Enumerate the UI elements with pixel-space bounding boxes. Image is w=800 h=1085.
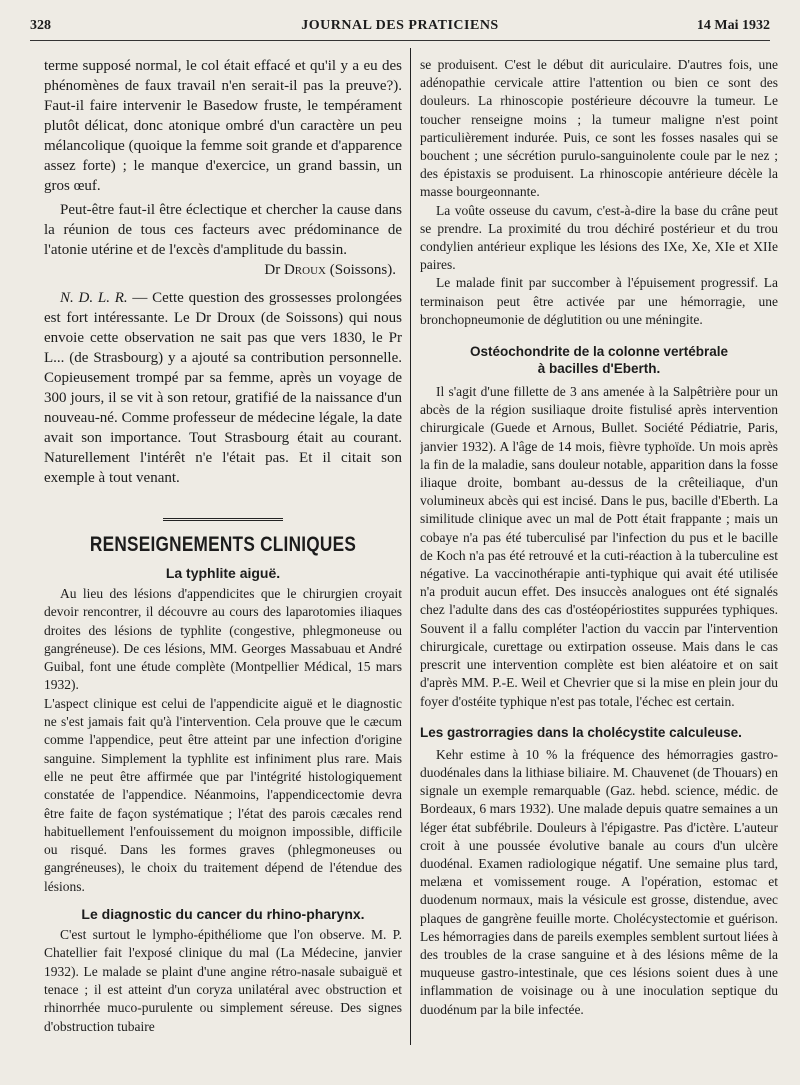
issue-date: 14 Mai 1932 [696,18,770,33]
paragraph: se produisent. C'est le début dit auriculaire. D'autres fois, une adénopathie cervicale attire l'attention ou bien ce sont des douleurs. La rhinoscopie postérieure découvre la tumeur. Le toucher renseigne moins ; la tumeur maligne n'est point particulièrement indurée. Puis, ce sont les fosses nasales qui se bouchent ; une sécrétion purulo-sanguinolente coule par le nez ; des épistaxis se produisent. La rhinoscopie antérieure décèle la masse bourgeonnante. [420,57,778,200]
article-heading [420,343,778,377]
running-header [30,18,770,40]
column-divider [410,48,411,1045]
signature-name: Droux [283,262,326,278]
signature-place: (Soissons). [329,262,396,278]
paragraph: terme supposé normal, le col était effacé et qu'il y a eu des phénomènes de faux travail n'en serait-il pas la preuve?). Faut-il faire intervenir le Basedow fruste, le tempérament plutôt délicat, donc atonique ombré d'un caractère un peu mélancolique (quoique la femme soit grande et d'apparence assez forte) ; le manque d'exercice, un grand bassin, un gros œuf. [44,58,402,194]
heading-line: à bacilles d'Eberth. [537,361,661,377]
ndlr-text: — Cette question des grossesses prolongées est fort intéressante. Le Dr Droux (de Soissons) qui nous envoie cette observation ne sait pas que vers 1830, le Pr L... (de Strasbourg) y a ajouté sa contribution personnelle. Copieusement trompé par sa femme, après un voyage de 300 jours, il se vit à son retour, gratifié de la naissance d'un nouveau-né. Comme professeur de médecine légale, la date avait son importance. Tout Strasbourg était au courant. Naturellement l'intérêt n'e l'était pas. Et il citait son exemple à tout venant. [44,290,402,486]
page-number: 328 [30,18,51,33]
ndlr-label: N. D. L. R. [60,290,128,306]
paragraph: Kehr estime à 10 % la fréquence des hémorragies gastro-duodénales dans la lithiase biliaire. M. Chauvenet (de Thouars) en signale un exemple remarquable (Gaz. hebd. science, médic. de Bordeaux, 6 mars 1932). Une malade depuis quatre semaines a un léger état subfébrile. Douleurs à l'épigastre. Pas d'ictère. L'auteur croit à une poussée évolutive banale au cours d'un ulcère duodénal. Examen radiologique négatif. Une semaine plus tard, melæna et vomissement rouge. A l'opération, estomac et duodenum normaux, mais la vésicule est grosse, distendue, avec plaques de gangrène feuille morte. Cholécystectomie et guérison. Les hémorragies dans de pareils exemples semblent surtout liées à des troubles de la crase sanguine et à des lésions même de la muqueuse gastro-intestinale, que ces lésions soient dues à une inflammation de voisinage ou à une inoculation septique du duodénum par la bile infectée. [420,746,778,1017]
right-column [420,56,778,1075]
section-title: RENSEIGNEMENTS CLINIQUES [89,533,357,556]
paragraph: L'aspect clinique est celui de l'appendicite aiguë et le diagnostic ne s'est jamais fait qu'à l'intervention. Cela prouve que le cæcum comme l'appendice, peut être atteint par une infection d'origine sanguine. Simplement la typhlite est infiniment plus rare. Mais elle ne peut être affirmée que par l'intégrité histologiquement constatée de l'appendice. Néanmoins, l'appendicectomie devra être faite de façon systématique ; l'état des parois cæcales rend habituellement l'enfouissement du moignon impossible, difficile ou risqué. Dans les formes graves (phlegmoneuses ou gangréneuses), le choix du traitement dépend de l'étendue des lésions. [44,695,402,894]
header-rule [30,40,770,41]
journal-title: JOURNAL DES PRATICIENS [301,18,499,33]
article-heading: La typhlite aiguë. [165,565,281,581]
paragraph: La voûte osseuse du cavum, c'est-à-dire la base du crâne peut se prendre. La proximité du trou déchiré postérieur et du trou condylien antérieur explique les lésions des IXe, Xe, XIe et XIIe paires. [420,202,778,273]
paragraph: Au lieu des lésions d'appendicites que le chirurgien croyait devoir rencontrer, il découvre au cours des laparotomies iliaques droites des lésions de typhlite (congestive, phlegmoneuse ou gangréneuse). De ces lésions, MM. Georges Massabuau et André Guibal, font une étude complète (Montpellier Médical, 15 mars 1932). [44,586,402,693]
paragraph: Il s'agit d'une fillette de 3 ans amenée à la Salpêtrière pour un abcès de la région susiliaque droite fistulisé après intervention chirurgicale (Guede et Arnous, Bullet. Société Pédiatrie, Paris, janvier 1932). A l'âge de 14 mois, fièvre typhoïde. Un mois après la fin de la maladie, sans douleur notable, apparition dans la fosse iliaque droite, bombant au-dessus de la crêteiliaque, d'un volumineux abcès qui est incisé. Dans le pus, bacille d'Eberth. La similitude clinique avec un mal de Pott était frappante ; mais un cobaye n'a pas été tuberculisé par l'infection du pus et le bacille de Koch n'a pas été retrouvé et la cuti-réaction à la tuberculine est négative. La vaccinothérapie anti-typhique qui avait été utilisée n'a produit aucun effet. Des insuccès analogues ont été signalés chez l'adulte dans des cas d'ostéopériostites suppurées typhiques. Souvent il a fallu compléter l'action du vaccin par l'intervention chirurgicale, curettage ou extirpation osseuse. Mais dans le cas prescrit une intervention complète est bien aléatoire et on sait d'après MM. P.-E. Weil et Chevrier que si la mise en plein jour du foyer d'ostéite typhique n'est pas totale, l'échec est certain. [420,384,778,709]
left-column [44,56,402,1075]
article-heading: Le diagnostic du cancer du rhino-pharynx. [81,906,365,923]
paragraph: Peut-être faut-il être éclectique et chercher la cause dans la réunion de tous ces facteurs avec prédominance de l'atonie utérine et de l'excès d'amplitude du bassin. [44,202,402,258]
paragraph: C'est surtout le lympho-épithéliome que l'on observe. M. P. Chatellier fait l'exposé clinique du mal (La Médecine, janvier 1932). Le malade se plaint d'une angine rétro-nasale subaiguë et tenace ; il est atteint d'un coryza unilatéral avec obstruction et rhinorrhée muco-purulente ou simplement séreuse. Des signes d'obstruction tubaire [44,927,402,1034]
article-heading: Les gastrorragies dans la cholécystite calculeuse. [420,724,742,740]
section-rule [163,518,283,523]
editor-note [44,288,402,488]
paragraph: Le malade finit par succomber à l'épuisement progressif. La terminaison peut être activée par une hémorragie, une bronchopneumonie de déglutition ou une méningite. [420,275,778,327]
signature-prefix: Dr [264,262,281,278]
signature [44,260,402,280]
heading-line: Ostéochondrite de la colonne vertébrale [469,344,729,360]
